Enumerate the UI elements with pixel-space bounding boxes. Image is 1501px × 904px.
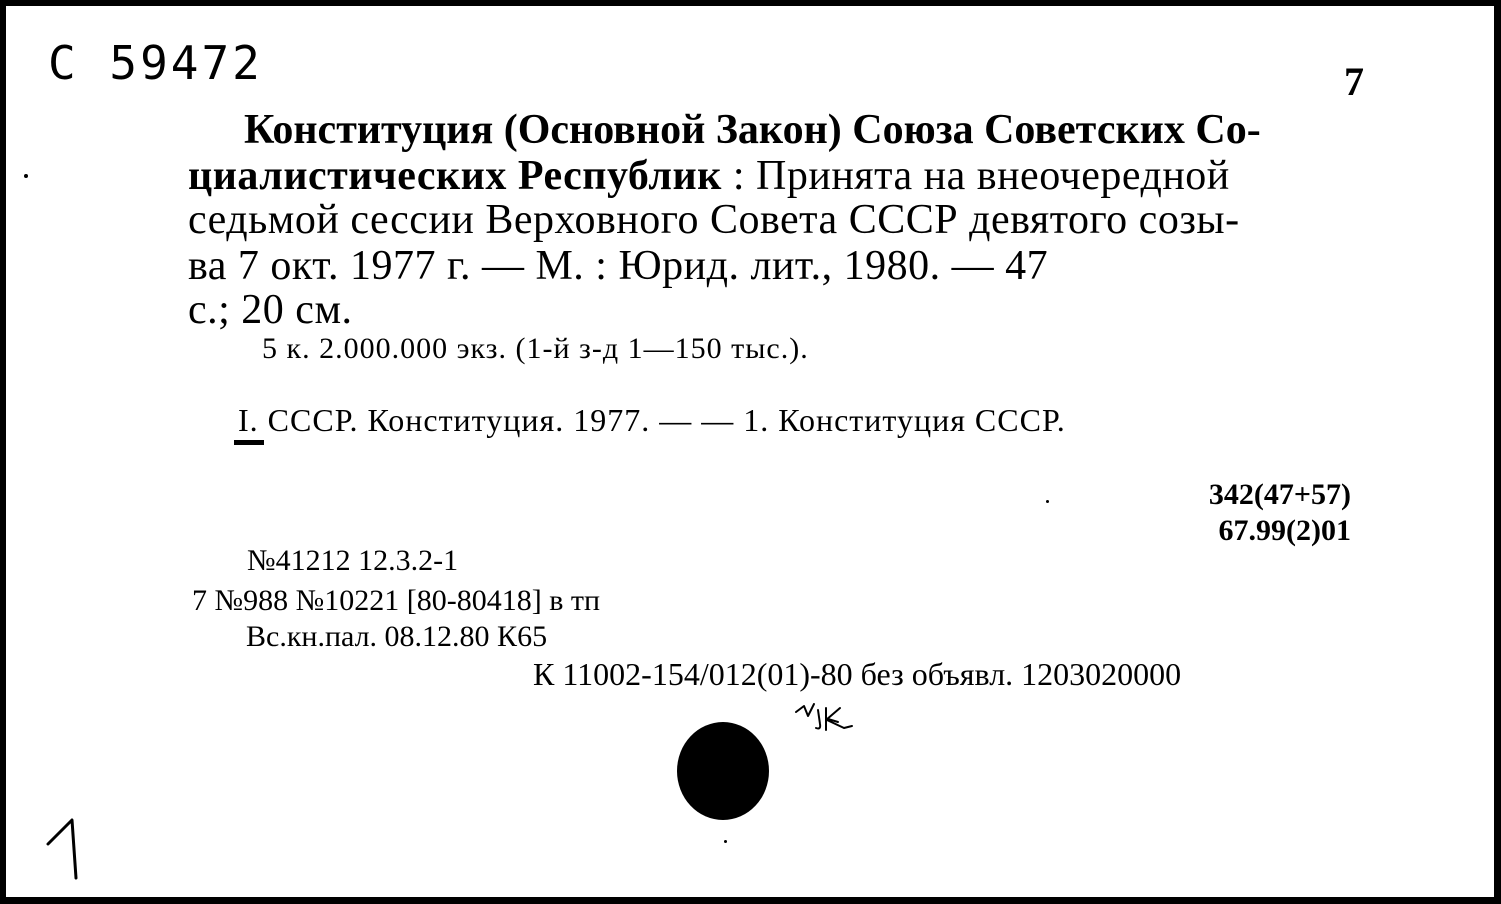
bookkeeping-line-4: К 11002-154/012(01)-80 без объявл. 1203020000 [533,656,1182,692]
page-number: 7 [1344,59,1364,104]
price-print-run: 5 к. 2.000.000 экз. (1-й з-д 1—150 тыс.). [262,332,809,365]
collation-line: с.; 20 см. [188,287,353,333]
handwritten-number-mark [42,814,92,884]
title-line-2-rest: : Принята на внеочередной [721,153,1230,199]
title-line-2-bold: циалистических Республик [188,153,722,199]
handwritten-initials-signature [794,698,874,738]
bookkeeping-line-1: №41212 12.3.2-1 [247,544,459,577]
catalog-card [3,3,1497,900]
stray-dot [724,840,727,843]
card-punch-hole [677,722,769,820]
imprint-line-4: ва 7 окт. 1977 г. — М. : Юрид. лит., 1980. — 47 [188,243,1049,289]
subject-tracings: I. СССР. Конституция. 1977. — — 1. Конституция СССР. [238,402,1066,438]
bookkeeping-line-3: Вс.кн.пал. 08.12.80 К65 [246,620,548,653]
title-line-1: Конституция (Основной Закон) Союза Советских Со- [244,107,1261,153]
tracing-underline-mark [234,440,264,445]
bbk-code: 67.99(2)01 [1218,514,1351,547]
stray-dot [1046,500,1049,503]
udc-code: 342(47+57) [1208,478,1351,511]
stray-dot [24,174,28,178]
title-line-2 [188,152,1230,200]
imprint-line-3: седьмой сессии Верховного Совета СССР девятого созы- [188,197,1240,243]
call-number: С 59472 [48,36,263,90]
bookkeeping-line-2: 7 №988 №10221 [80-80418] в тп [192,584,601,617]
